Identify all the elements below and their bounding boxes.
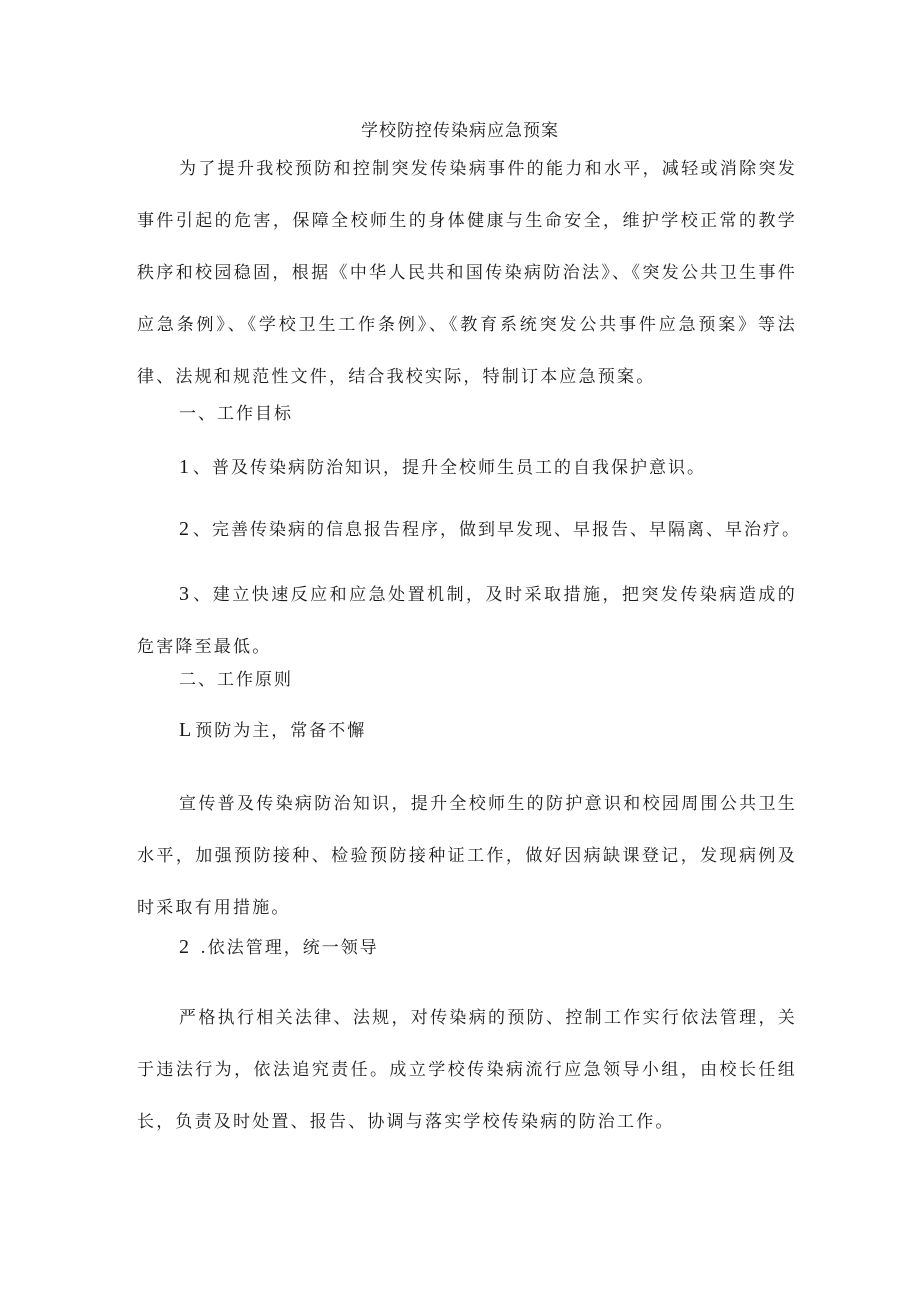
principle-1-number: L — [179, 719, 192, 741]
principle-1-paragraph: 宣传普及传染病防治知识，提升全校师生的防护意识和校园周围公共卫生水平，加强预防接种、检验预防接种证工作，做好因病缺课登记，发现病例及时采取有用措施。 — [137, 794, 797, 918]
goal-item-2-number: 2 — [179, 518, 189, 540]
goal-item-1-number: 1 — [179, 456, 189, 478]
goal-item-3-text: 、建立快速反应和应急处置机制，及时采取措施，把突发传染病造成的危害降至最低。 — [137, 585, 797, 657]
document-title: 学校防控传染病应急预案 — [361, 121, 559, 141]
principle-2-number: 2 — [179, 936, 189, 958]
goal-item-1 — [179, 453, 706, 479]
principle-subheading-2 — [179, 933, 379, 959]
principle-1-title: 预防为主，常备不懈 — [195, 721, 367, 741]
goal-item-3-number: 3 — [179, 583, 189, 605]
section-heading-principles: 二、工作原则 — [179, 670, 293, 690]
principle-subheading-1 — [179, 716, 366, 742]
goal-item-2-text: 、完善传染病的信息报告程序，做到早发现、早报告、早隔离、早治疗。 — [193, 520, 801, 540]
goal-item-2 — [179, 515, 801, 541]
intro-paragraph: 为了提升我校预防和控制突发传染病事件的能力和水平，减轻或消除突发事件引起的危害，保障全校师生的身体健康与生命安全，维护学校正常的教学秩序和校园稳固，根据《中华人民共和国传染病防治法》、《突发公共卫生事件应急条例》、《学校卫生工作条例》、《教育系统突发公共事件应急预案》等法律、法规和规范性文件，结合我校实际，特制订本应急预案。 — [137, 159, 797, 387]
goal-item-1-text: 、普及传染病防治知识，提升全校师生员工的自我保护意识。 — [193, 458, 706, 478]
section-heading-goals: 一、工作目标 — [179, 404, 293, 424]
principle-2-title: .依法管理，统一领导 — [193, 938, 379, 958]
goal-item-3 — [137, 568, 797, 673]
principle-2-paragraph: 严格执行相关法律、法规，对传染病的预防、控制工作实行依法管理，关于违法行为，依法追究责任。成立学校传染病流行应急领导小组，由校长任组长，负责及时处置、报告、协调与落实学校传染病的防治工作。 — [137, 1008, 797, 1132]
